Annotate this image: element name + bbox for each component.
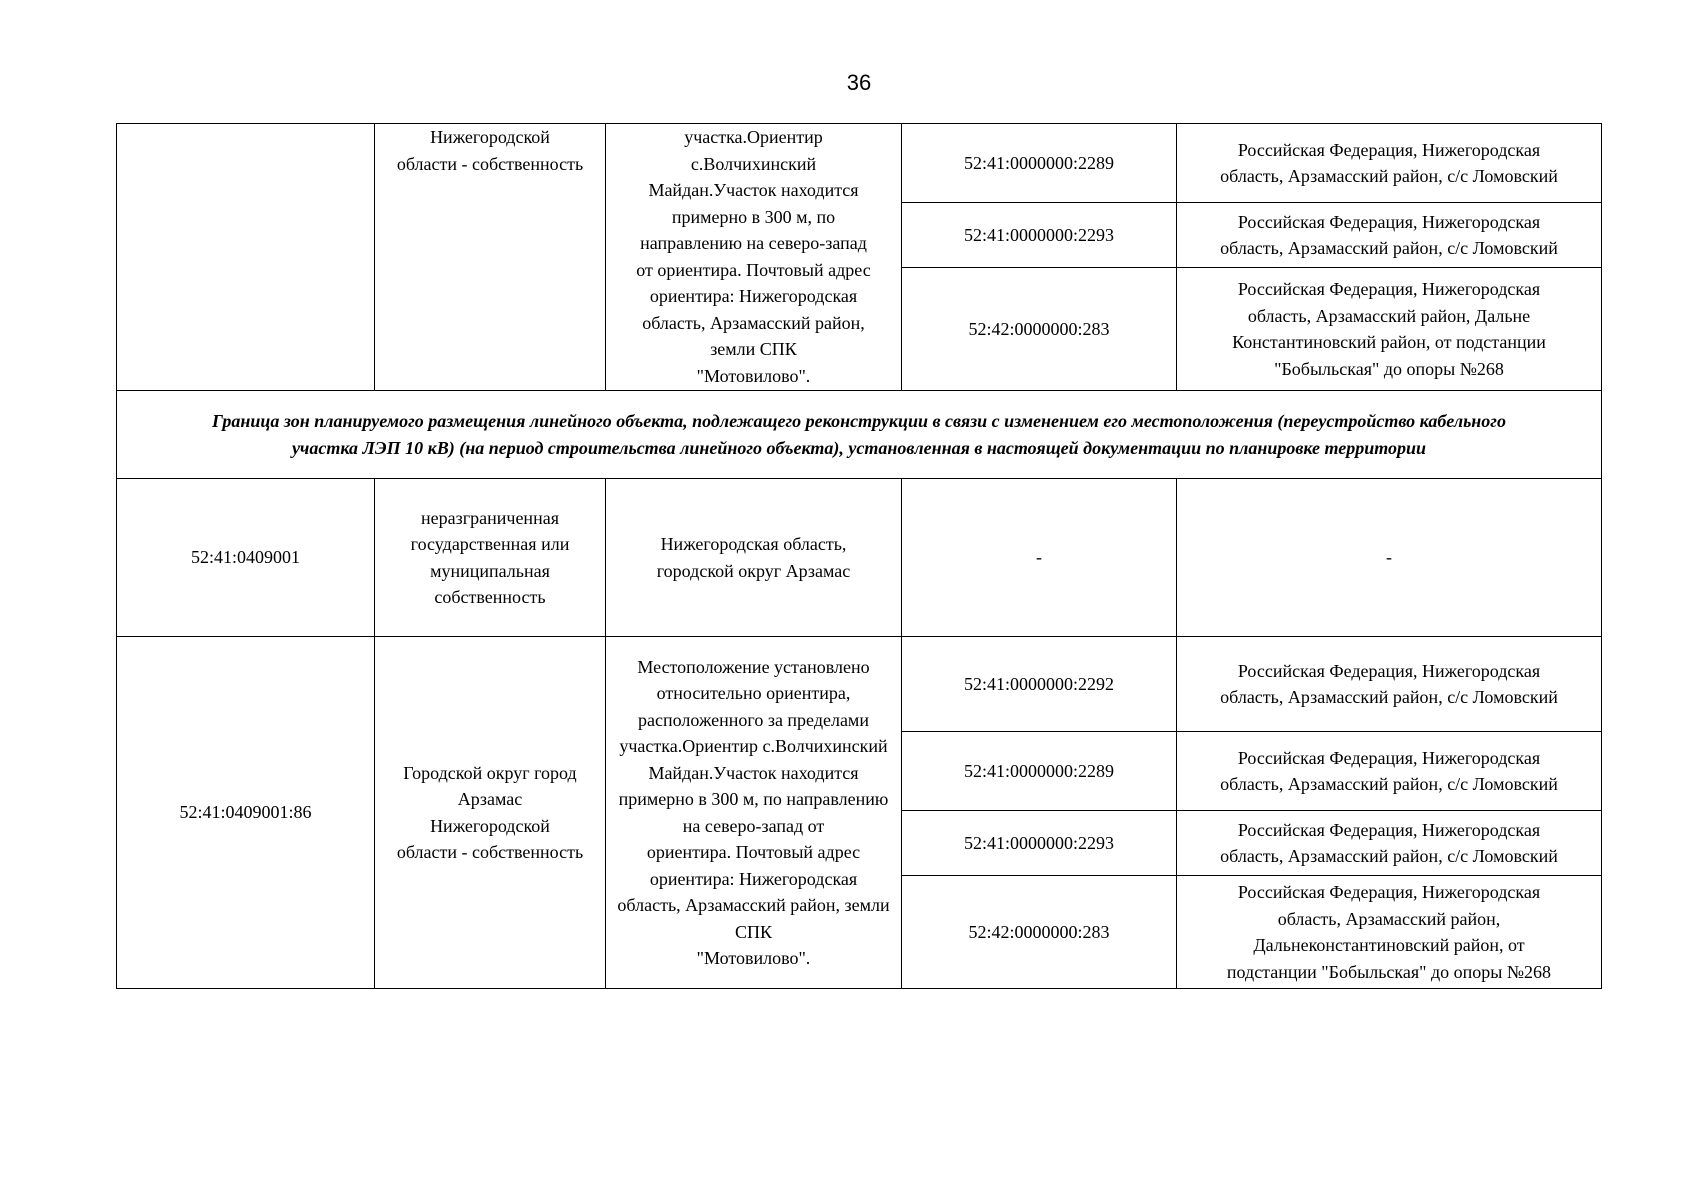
address-cell: Российская Федерация, Нижегородская область, Арзамасский район, с/с Ломовский — [1177, 811, 1602, 876]
section-title: Граница зон планируемого размещения линейного объекта, подлежащего реконструкции в связи с изменением его местоположения (переустройство кабельного участка ЛЭП 10 кВ) (на период строительства линейного объекта), установленная в настоящей документации по планировке территории — [117, 391, 1602, 479]
owner-cell: Нижегородской области - собственность — [375, 124, 606, 391]
location-cell: Местоположение установлено относительно ориентира, расположенного за пределами участка.Ориентир с.Волчихинский Майдан.Участок находится примерно в 300 м, по направлению на северо-запад от ориентира. Почтовый адрес ориентира: Нижегородская область, Арзамасский район, земли СПК "Мотовилово". — [606, 637, 902, 989]
cadastral-cell: 52:42:0000000:283 — [902, 268, 1177, 391]
owner-cell: неразграниченная государственная или муниципальная собственность — [375, 479, 606, 637]
table-row — [117, 637, 1602, 732]
cadastral-cell: - — [902, 479, 1177, 637]
location-cell: Нижегородская область, городской округ Арзамас — [606, 479, 902, 637]
cadastral-cell: 52:41:0000000:2292 — [902, 637, 1177, 732]
land-plots-table — [116, 123, 1602, 989]
quarter-cell: 52:41:0409001 — [117, 479, 375, 637]
address-cell: - — [1177, 479, 1602, 637]
quarter-cell: 52:41:0409001:86 — [117, 637, 375, 989]
owner-cell: Городской округ город Арзамас Нижегородской области - собственность — [375, 637, 606, 989]
table-row — [117, 479, 1602, 637]
cadastral-cell: 52:41:0000000:2293 — [902, 203, 1177, 268]
section-heading-row — [117, 391, 1602, 479]
address-cell: Российская Федерация, Нижегородская область, Арзамасский район, с/с Ломовский — [1177, 637, 1602, 732]
address-cell: Российская Федерация, Нижегородская область, Арзамасский район, Дальнеконстантиновский район, от подстанции "Бобыльская" до опоры №268 — [1177, 876, 1602, 989]
address-cell: Российская Федерация, Нижегородская область, Арзамасский район, с/с Ломовский — [1177, 203, 1602, 268]
cadastral-cell: 52:42:0000000:283 — [902, 876, 1177, 989]
address-cell: Российская Федерация, Нижегородская область, Арзамасский район, с/с Ломовский — [1177, 732, 1602, 811]
location-cell: участка.Ориентир с.Волчихинский Майдан.Участок находится примерно в 300 м, по направлению на северо-запад от ориентира. Почтовый адрес ориентира: Нижегородская область, Арзамасский район, земли СПК "Мотовилово". — [606, 124, 902, 391]
table-row — [117, 124, 1602, 203]
cadastral-cell: 52:41:0000000:2289 — [902, 124, 1177, 203]
cadastral-cell: 52:41:0000000:2289 — [902, 732, 1177, 811]
quarter-cell-empty — [117, 124, 375, 391]
address-cell: Российская Федерация, Нижегородская область, Арзамасский район, с/с Ломовский — [1177, 124, 1602, 203]
cadastral-cell: 52:41:0000000:2293 — [902, 811, 1177, 876]
page-number: 36 — [846, 70, 872, 95]
address-cell: Российская Федерация, Нижегородская область, Арзамасский район, Дальне Константиновский район, от подстанции "Бобыльская" до опоры №268 — [1177, 268, 1602, 391]
